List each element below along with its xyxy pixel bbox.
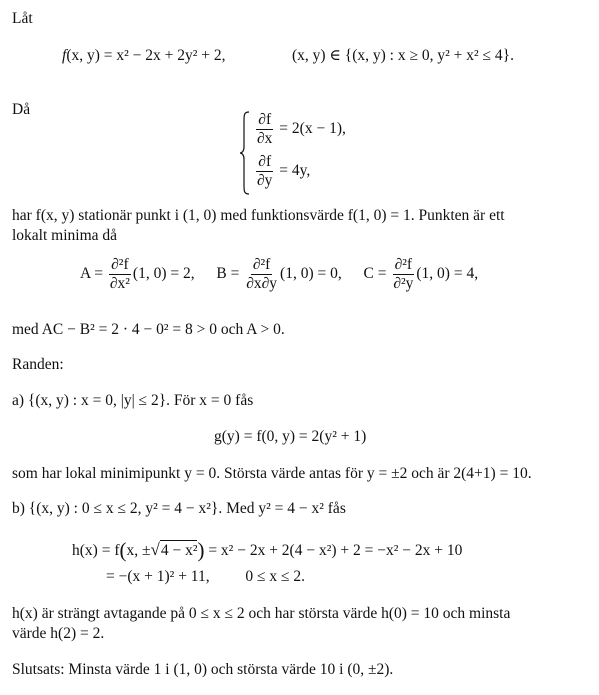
- part-a-equation: g(y) = f(0, y) = 2(y² + 1): [214, 428, 367, 445]
- label-A: A =: [80, 264, 103, 282]
- left-brace-icon: [240, 111, 250, 195]
- C-rhs: (1, 0) = 4,: [416, 264, 479, 282]
- A-fraction: [108, 256, 132, 293]
- part-a-heading: a) {(x, y) : x = 0, |y| ≤ 2}. För x = 0 fås: [12, 392, 254, 409]
- sqrt-icon: √: [150, 540, 160, 559]
- part-b-eq1-lhs: h(x) = f: [72, 542, 120, 559]
- partial-fy-fraction: [255, 153, 274, 190]
- A-rhs: (1, 0) = 2,: [132, 264, 195, 282]
- part-b-conclusion-2: värde h(2) = 2.: [12, 625, 105, 642]
- intro-da: Då: [12, 101, 31, 118]
- label-B: B =: [216, 264, 240, 282]
- A-num: ∂²f: [111, 256, 129, 273]
- partial-fx-den: ∂x: [257, 129, 273, 147]
- B-rhs: (1, 0) = 0,: [280, 264, 342, 282]
- part-b-eq1-arg: x, ±: [126, 542, 151, 559]
- A-den: ∂x²: [109, 274, 130, 292]
- function-domain: (x, y) ∈ {(x, y) : x ≥ 0, y² + x² ≤ 4}.: [292, 47, 514, 64]
- part-b-equation-1: h(x) = f(x, ±√4 − x²) = x² − 2x + 2(4 − x²) + 2 = −x² − 2x + 10: [72, 538, 463, 562]
- partial-fx-row: [254, 111, 346, 148]
- stationary-text-line2: lokalt minima då: [12, 227, 118, 244]
- partial-fx-num: ∂f: [258, 111, 272, 128]
- part-b-heading: b) {(x, y) : 0 ≤ x ≤ 2, y² = 4 − x²}. Med y² = 4 − x² fås: [12, 500, 346, 517]
- function-rhs: x² − 2x + 2y² + 2,: [116, 47, 226, 64]
- partial-fx-fraction: [255, 111, 274, 148]
- C-den: ∂²y: [393, 274, 414, 292]
- part-b-eq2-range: 0 ≤ x ≤ 2.: [245, 568, 306, 585]
- B-den: ∂x∂y: [246, 274, 278, 292]
- randen-heading: Randen:: [12, 356, 64, 373]
- partial-fy-den: ∂y: [257, 171, 273, 189]
- partial-fy-num: ∂f: [258, 153, 272, 170]
- part-b-equation-2: [106, 567, 305, 586]
- partial-fy-row: [254, 153, 310, 190]
- function-args: (x, y): [66, 47, 100, 64]
- second-derivatives-row: [80, 256, 478, 293]
- slutsats-line: Slutsats: Minsta värde 1 i (1, 0) och största värde 10 i (0, ±2).: [12, 661, 394, 678]
- stationary-text-line1: har f(x, y) stationär punkt i (1, 0) med funktionsvärde f(1, 0) = 1. Punkten är ett: [12, 207, 505, 224]
- function-definition: f(x, y) = x² − 2x + 2y² + 2,: [62, 47, 226, 64]
- part-b-eq2: = −(x + 1)² + 11,: [106, 568, 210, 585]
- partial-fy-rhs: = 4y,: [279, 161, 311, 179]
- B-fraction: [244, 256, 279, 293]
- intro-lat: Låt: [12, 10, 33, 27]
- partial-fx-rhs: = 2(x − 1),: [279, 119, 346, 137]
- B-num: ∂²f: [252, 256, 271, 273]
- part-b-eq1-rhs: = x² − 2x + 2(4 − x²) + 2 = −x² − 2x + 10: [208, 542, 463, 559]
- part-b-eq1-sqrt: 4 − x²: [160, 542, 198, 559]
- C-num: ∂²f: [394, 256, 413, 273]
- C-fraction: [391, 256, 415, 293]
- part-b-conclusion-1: h(x) är strängt avtagande på 0 ≤ x ≤ 2 och har största värde h(0) = 10 och minsta: [12, 605, 511, 622]
- label-C: C =: [363, 264, 387, 282]
- part-a-conclusion: som har lokal minimipunkt y = 0. Största värde antas för y = ±2 och är 2(4+1) = 10.: [12, 465, 532, 482]
- determinant-line: med AC − B² = 2 · 4 − 0² = 8 > 0 och A > 0.: [12, 321, 285, 338]
- function-name: f: [62, 47, 67, 64]
